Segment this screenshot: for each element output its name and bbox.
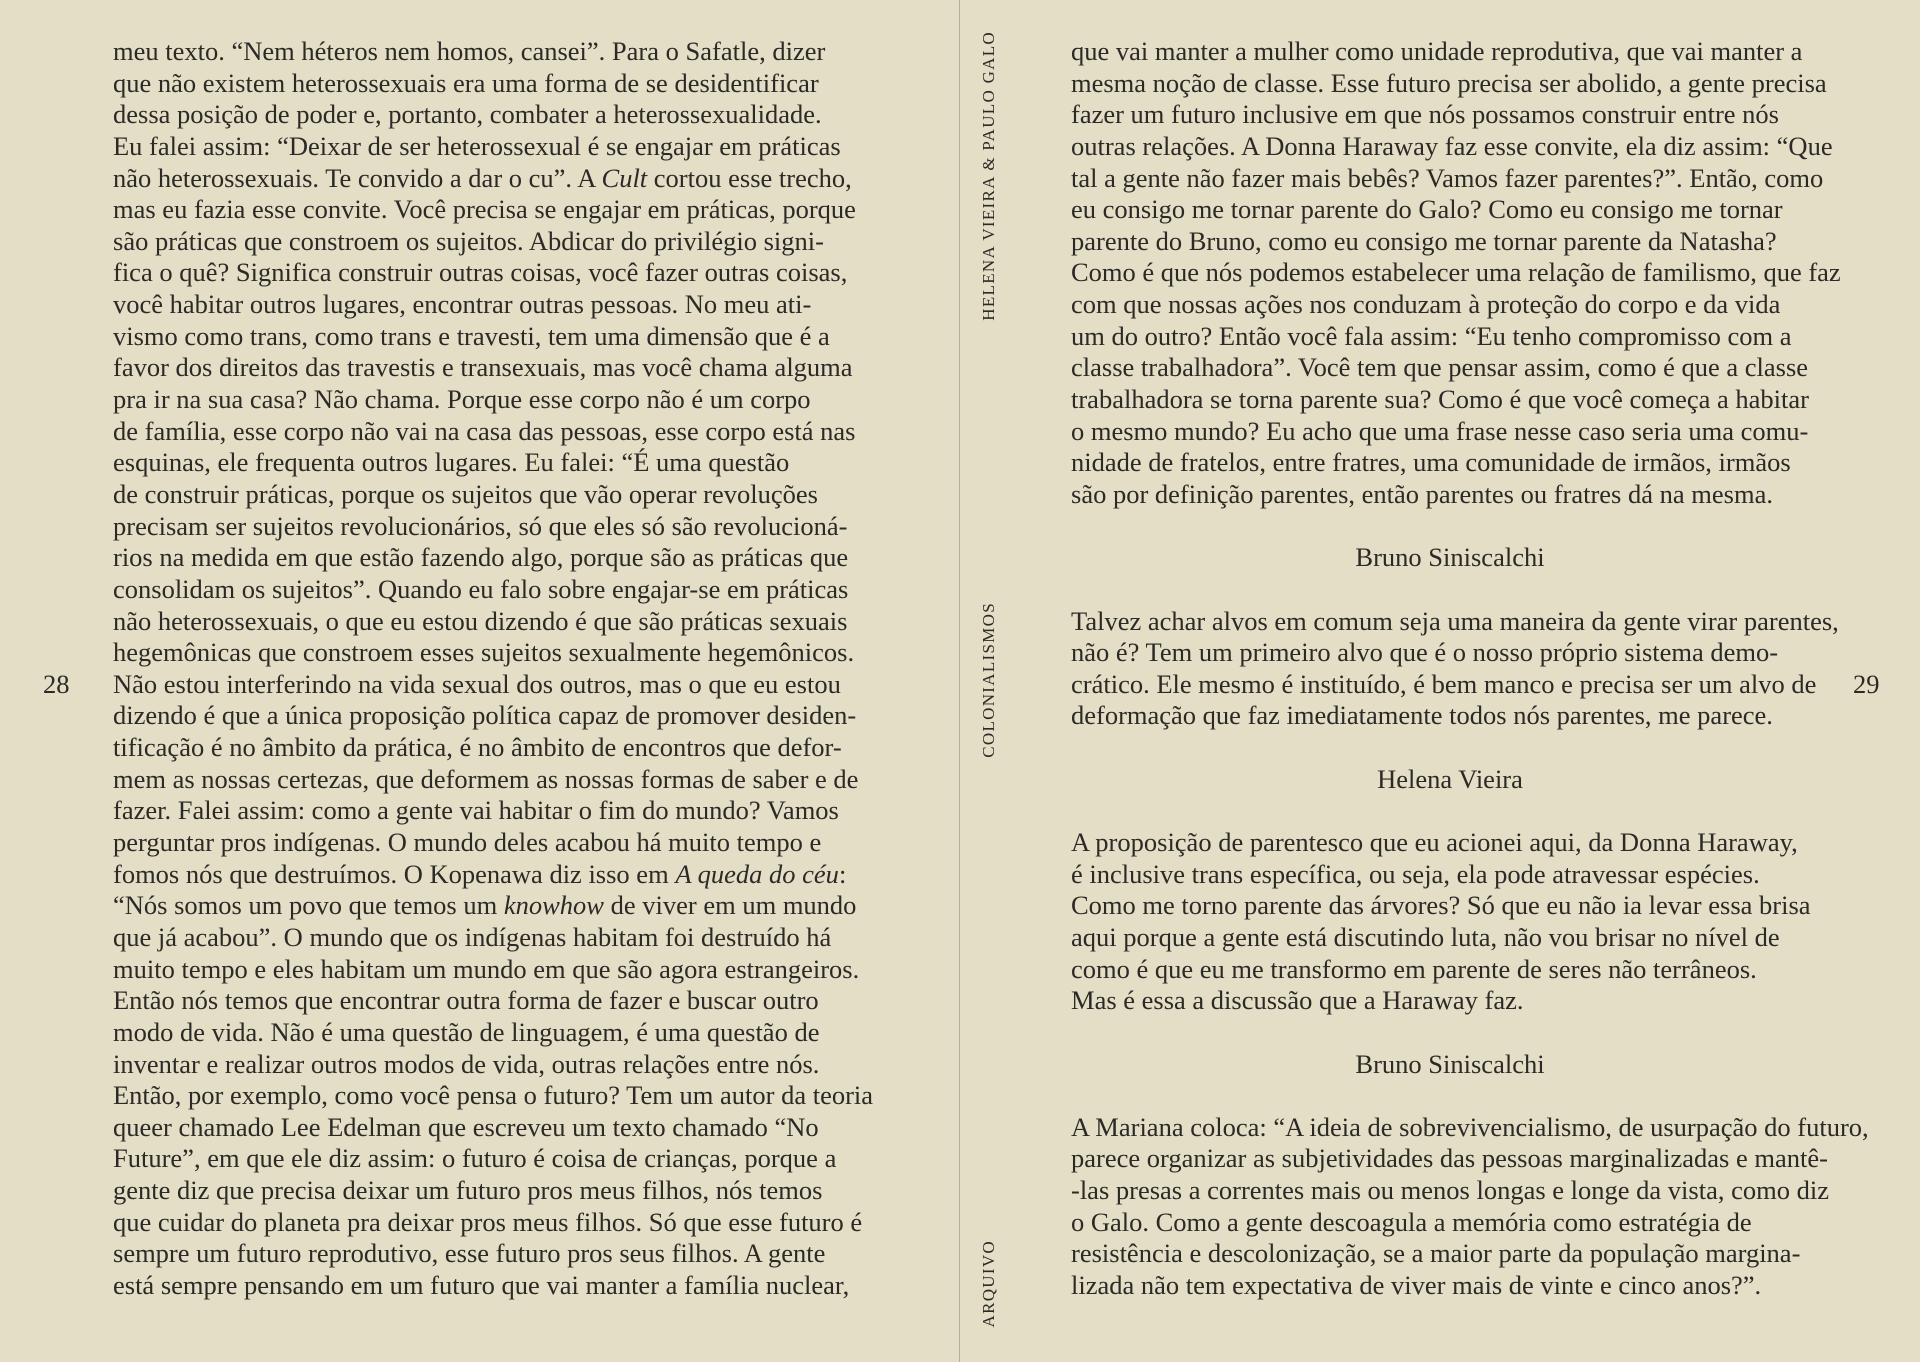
italic-term: knowhow (503, 890, 604, 921)
text-line: Como é que nós podemos estabelecer uma relação de familismo, que faz (1071, 257, 1841, 288)
left-page (0, 0, 959, 1362)
text-line: o Galo. Como a gente descoagula a memória como estratégia de (1071, 1206, 1752, 1237)
text-segment: “Nós somos um povo que temos um (113, 890, 504, 921)
text-line: Como me torno parente das árvores? Só que eu não ia levar essa brisa (1071, 890, 1811, 921)
text-line: inventar e realizar outros modos de vida, outras relações entre nós. (113, 1048, 820, 1079)
text-line: precisam ser sujeitos revolucionários, só que eles só são revolucioná- (113, 510, 848, 541)
text-line: A proposição de parentesco que eu acionei aqui, da Donna Haraway, (1071, 827, 1798, 858)
text-line: que vai manter a mulher como unidade reprodutiva, que vai manter a (1071, 36, 1803, 66)
text-line: você habitar outros lugares, encontrar outras pessoas. No meu ati- (113, 289, 812, 320)
page-number: 28 (43, 669, 70, 699)
left-page-text-column (113, 36, 903, 1302)
paragraph-spacer (1071, 1080, 1829, 1112)
text-line: que já acabou”. O mundo que os indígenas habitam foi destruído há (113, 921, 832, 952)
text-line: perguntar pros indígenas. O mundo deles acabou há muito tempo e (113, 827, 822, 858)
text-line: fica o quê? Significa construir outras coisas, você fazer outras coisas, (113, 257, 848, 288)
text-line: que não existem heterossexuais era uma forma de se desidentificar (113, 67, 819, 98)
text-line: mesma noção de classe. Esse futuro precisa ser abolido, a gente precisa (1071, 67, 1827, 98)
text-line: resistência e descolonização, se a maior parte da população margina- (1071, 1238, 1801, 1269)
text-line: dessa posição de poder e, portanto, combater a heterossexualidade. (113, 99, 822, 130)
text-line: muito tempo e eles habitam um mundo em que são agora estrangeiros. (113, 953, 860, 984)
text-line: um do outro? Então você fala assim: “Eu tenho compromisso com a (1071, 320, 1792, 351)
text-line: gente diz que precisa deixar um futuro pros meus filhos, nós temos (113, 1175, 823, 1206)
text-segment: : (838, 858, 847, 889)
text-line: pra ir na sua casa? Não chama. Porque esse corpo não é um corpo (113, 384, 811, 415)
text-line: o mesmo mundo? Eu acho que uma frase nesse caso seria uma comu- (1071, 415, 1809, 446)
text-line: Future”, em que ele diz assim: o futuro é coisa de crianças, porque a (113, 1143, 837, 1174)
text-line: -las presas a correntes mais ou menos longas e longe da vista, como diz (1071, 1175, 1829, 1206)
text-line: tal a gente não fazer mais bebês? Vamos fazer parentes?”. Então, como (1071, 162, 1824, 193)
text-line: Eu falei assim: “Deixar de ser heterossexual é se engajar em práticas (113, 130, 841, 161)
text-line: rios na medida em que estão fazendo algo, porque são as práticas que (113, 542, 849, 573)
text-line: são por definição parentes, então parentes ou fratres dá na mesma. (1071, 478, 1773, 509)
text-line (113, 163, 903, 195)
text-line: fazer. Falei assim: como a gente vai habitar o fim do mundo? Vamos (113, 795, 839, 826)
text-line: trabalhadora se torna parente sua? Como é que você começa a habitar (1071, 384, 1809, 415)
text-line: classe trabalhadora”. Você tem que pensar assim, como é que a classe (1071, 352, 1809, 383)
text-line: deformação que faz imediatamente todos nós parentes, me parece. (1071, 700, 1773, 731)
text-line: Mas é essa a discussão que a Haraway faz. (1071, 985, 1524, 1016)
speaker-name: Bruno Siniscalchi (1355, 542, 1545, 573)
text-line: Talvez achar alvos em comum seja uma maneira da gente virar parentes, (1071, 605, 1839, 636)
text-line: está sempre pensando em um futuro que vai manter a família nuclear, (113, 1269, 850, 1300)
text-line: de construir práticas, porque os sujeitos que vão operar revoluções (113, 478, 818, 509)
text-line: crático. Ele mesmo é instituído, é bem manco e precisa ser um alvo de (1071, 668, 1817, 699)
text-line: sempre um futuro reprodutivo, esse futuro pros seus filhos. A gente (113, 1238, 826, 1269)
text-line: tificação é no âmbito da prática, é no âmbito de encontros que defor- (113, 732, 842, 763)
text-line: lizada não tem expectativa de viver mais de vinte e cinco anos?”. (1071, 1269, 1762, 1300)
text-line: consolidam os sujeitos”. Quando eu falo sobre engajar-se em práticas (113, 573, 849, 604)
text-line: mem as nossas certezas, que deformem as nossas formas de saber e de (113, 763, 859, 794)
text-line: como é que eu me transformo em parente de seres não terrâneos. (1071, 953, 1757, 984)
text-line: Não estou interferindo na vida sexual dos outros, mas o que eu estou (113, 668, 841, 699)
text-line: hegemônicas que constroem esses sujeitos sexualmente hegemônicos. (113, 637, 855, 668)
running-head-section: COLONIALISMOS (979, 602, 998, 758)
page-number: 29 (1853, 669, 1880, 699)
text-line (113, 890, 903, 922)
italic-title: Cult (601, 162, 648, 193)
text-line: dizendo é que a única proposição política capaz de promover desiden- (113, 700, 857, 731)
text-line: nidade de fratelos, entre fratres, uma comunidade de irmãos, irmãos (1071, 447, 1791, 478)
text-line: aqui porque a gente está discutindo luta, não vou brisar no nível de (1071, 921, 1780, 952)
text-line: outras relações. A Donna Haraway faz esse convite, ela diz assim: “Que (1071, 130, 1833, 161)
text-line: A Mariana coloca: “A ideia de sobrevivencialismo, de usurpação do futuro, (1071, 1111, 1869, 1142)
paragraph-spacer (1071, 574, 1829, 606)
text-line: que cuidar do planeta pra deixar pros meus filhos. Só que esse futuro é (113, 1206, 863, 1237)
text-line: queer chamado Lee Edelman que escreveu um texto chamado “No (113, 1111, 819, 1142)
text-line: Então, por exemplo, como você pensa o futuro? Tem um autor da teoria (113, 1080, 874, 1111)
text-line: esquinas, ele frequenta outros lugares. Eu falei: “É uma questão (113, 447, 790, 478)
text-segment: fomos nós que destruímos. O Kopenawa diz isso em (113, 858, 676, 889)
text-line: não é? Tem um primeiro alvo que é o nosso próprio sistema demo- (1071, 637, 1779, 668)
paragraph-spacer (1071, 511, 1829, 543)
text-line: são práticas que constroem os sujeitos. Abdicar do privilégio signi- (113, 225, 824, 256)
speaker-name: Helena Vieira (1377, 763, 1523, 794)
running-head-series: ARQUIVO (979, 1240, 998, 1328)
text-segment: de viver em um mundo (604, 890, 857, 921)
text-line: com que nossas ações nos conduzam à proteção do corpo e da vida (1071, 289, 1781, 320)
text-line: parente do Bruno, como eu consigo me tornar parente da Natasha? (1071, 225, 1777, 256)
text-segment: não heterossexuais. Te convido a dar o cu”. A (113, 162, 602, 193)
text-segment: cortou esse trecho, (647, 162, 852, 193)
text-line: não heterossexuais, o que eu estou dizendo é que são práticas sexuais (113, 605, 848, 636)
text-line: é inclusive trans específica, ou seja, ela pode atravessar espécies. (1071, 858, 1760, 889)
text-line: parece organizar as subjetividades das pessoas marginalizadas e mantê- (1071, 1143, 1828, 1174)
text-line: favor dos direitos das travestis e transexuais, mas você chama alguma (113, 352, 853, 383)
text-line: de família, esse corpo não vai na casa das pessoas, esse corpo está nas (113, 415, 856, 446)
paragraph-spacer (1071, 795, 1829, 827)
right-page (960, 0, 1920, 1362)
speaker-name: Bruno Siniscalchi (1355, 1048, 1545, 1079)
text-line: modo de vida. Não é uma questão de linguagem, é uma questão de (113, 1016, 820, 1047)
text-line: fazer um futuro inclusive em que nós possamos construir entre nós (1071, 99, 1779, 130)
paragraph-spacer (1071, 1017, 1829, 1049)
text-line: mas eu fazia esse convite. Você precisa se engajar em práticas, porque (113, 194, 856, 225)
text-line: vismo como trans, como trans e travesti, tem uma dimensão que é a (113, 320, 830, 351)
italic-title: A queda do céu (675, 858, 839, 889)
text-line: eu consigo me tornar parente do Galo? Como eu consigo me tornar (1071, 194, 1783, 225)
running-head-authors: HELENA VIEIRA & PAULO GALO (979, 31, 998, 321)
text-line: Então nós temos que encontrar outra forma de fazer e buscar outro (113, 985, 819, 1016)
paragraph-spacer (1071, 732, 1829, 764)
text-line: meu texto. “Nem héteros nem homos, cansei”. Para o Safatle, dizer (113, 36, 826, 66)
text-line (113, 859, 903, 891)
